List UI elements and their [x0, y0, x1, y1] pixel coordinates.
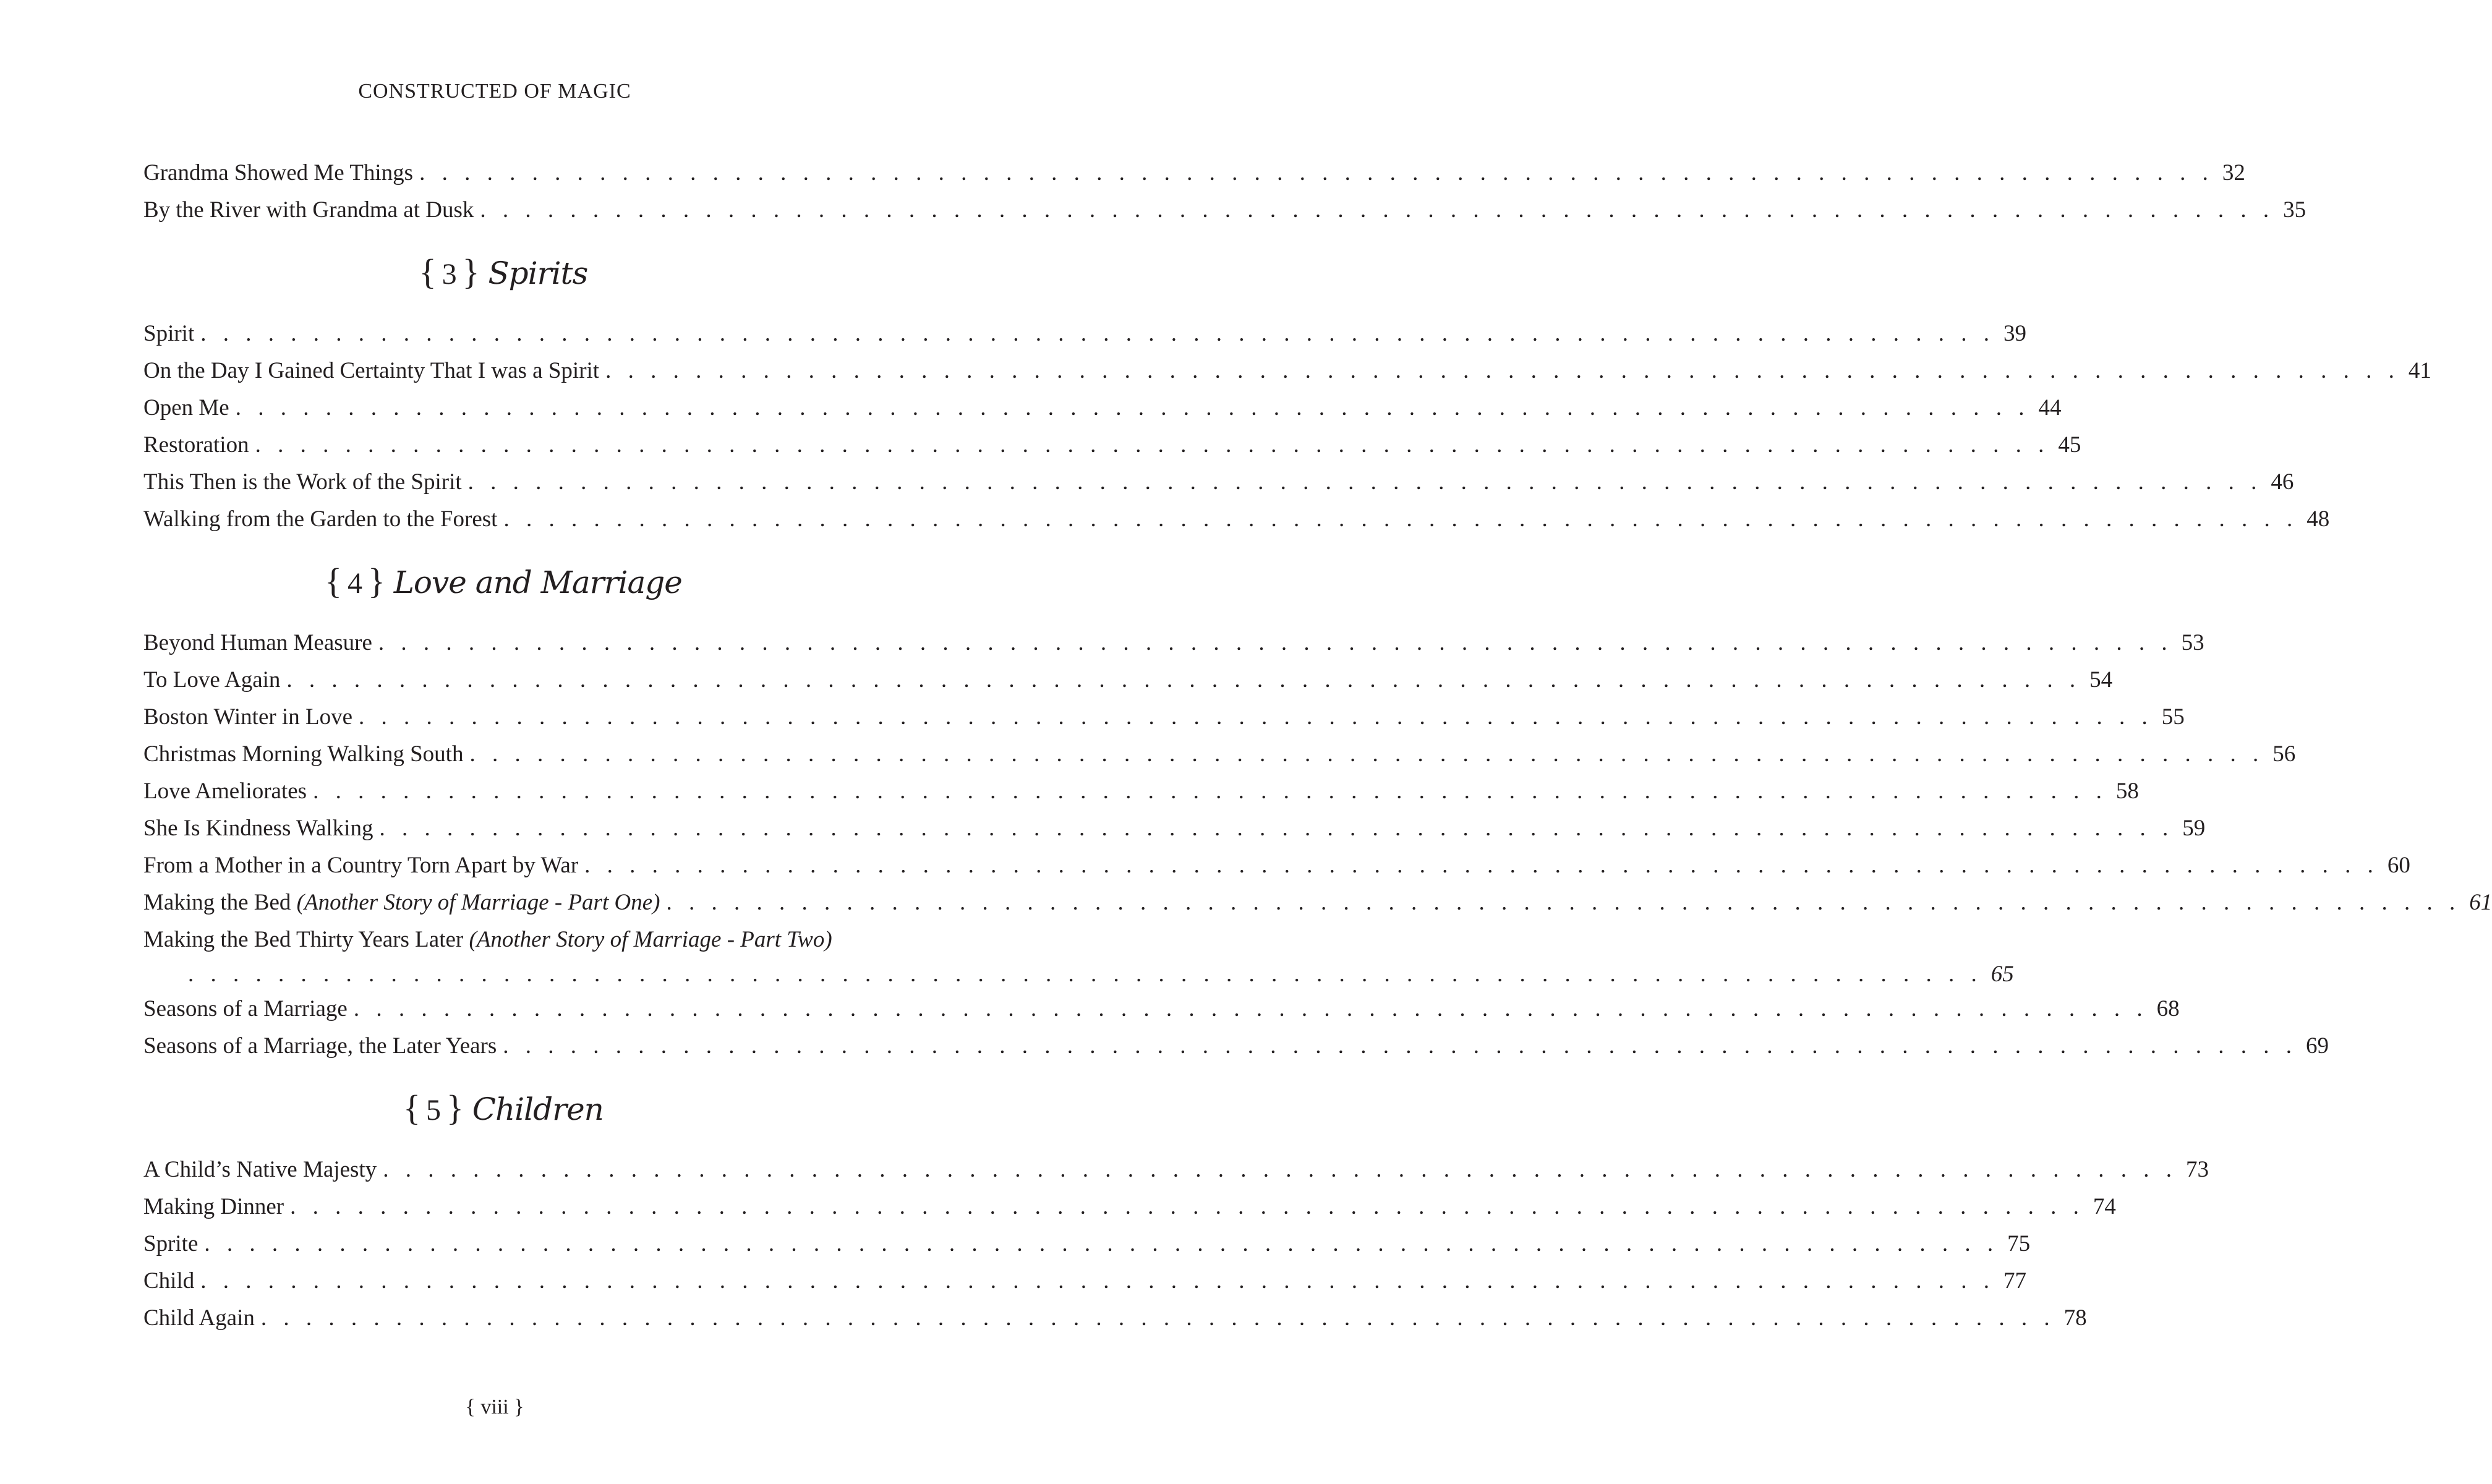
toc-entry-title: On the Day I Gained Certainty That I was a Spirit — [143, 358, 600, 383]
section-close-brace: } — [367, 561, 385, 601]
toc-entry-title: By the River with Grandma at Dusk — [143, 197, 474, 223]
toc-entry[interactable] — [143, 427, 2081, 464]
toc-entry[interactable] — [143, 662, 2113, 699]
dot-leader — [236, 390, 2030, 427]
toc-entry[interactable] — [143, 315, 2026, 352]
toc-entry-title: Open Me — [143, 395, 229, 420]
toc-entry[interactable] — [143, 192, 2306, 229]
toc-entry[interactable] — [143, 352, 2431, 390]
section-heading-love-and-marriage — [143, 538, 863, 625]
toc-entry-title: Making Dinner — [143, 1194, 284, 1219]
toc-entry[interactable] — [143, 736, 2296, 773]
toc-entry[interactable] — [143, 991, 2180, 1028]
table-of-contents — [143, 155, 2492, 1337]
section-close-brace: } — [462, 252, 479, 292]
dot-leader — [419, 155, 2214, 192]
section-heading-spirits — [143, 229, 863, 315]
section-open-brace: { — [403, 1088, 420, 1128]
toc-entry-page: 65 — [1991, 962, 2014, 987]
toc-entry-page: 39 — [2003, 321, 2026, 346]
section-heading-children — [143, 1065, 863, 1151]
toc-entry-title: To Love Again — [143, 667, 281, 693]
toc-entry-title: Spirit — [143, 321, 195, 346]
toc-entry-page: 32 — [2222, 160, 2245, 186]
toc-entry[interactable] — [143, 1263, 2026, 1300]
toc-entry-title: Child Again — [143, 1305, 255, 1331]
dot-leader — [359, 699, 2153, 736]
toc-entry-title: From a Mother in a Country Torn Apart by War — [143, 853, 579, 878]
toc-entry[interactable] — [143, 773, 2139, 810]
toc-entry[interactable] — [143, 1028, 2329, 1065]
dot-leader — [261, 1300, 2055, 1337]
toc-entry[interactable] — [143, 625, 2204, 662]
toc-entry-page: 77 — [2003, 1268, 2026, 1294]
dot-leader — [480, 192, 2274, 229]
toc-entry[interactable] — [143, 501, 2330, 538]
dot-leader — [200, 315, 1995, 352]
toc-entry-title: Sprite — [143, 1231, 198, 1256]
section-number: 5 — [425, 1094, 440, 1127]
toc-entry-page: 41 — [2408, 358, 2431, 383]
toc-entry-title: Seasons of a Marriage, the Later Years — [143, 1033, 497, 1059]
dot-leader — [290, 1188, 2084, 1226]
dot-leader — [354, 991, 2148, 1028]
running-head: CONSTRUCTED OF MAGIC — [358, 80, 631, 103]
section-name: Children — [472, 1091, 604, 1127]
toc-entry-title: Restoration — [143, 432, 249, 458]
dot-leader — [383, 1151, 2177, 1188]
dot-leader — [468, 464, 2263, 501]
toc-entry[interactable] — [143, 464, 2294, 501]
dot-leader — [188, 958, 1982, 991]
toc-entry-page: 61 — [2469, 890, 2492, 915]
toc-entry-continuation[interactable] — [143, 958, 2014, 991]
toc-entry[interactable] — [143, 1151, 2209, 1188]
section-open-brace: { — [325, 561, 341, 601]
toc-entry-page: 48 — [2306, 506, 2330, 532]
toc-entry[interactable] — [143, 699, 2185, 736]
toc-entry-page: 45 — [2058, 432, 2081, 458]
dot-leader — [379, 810, 2174, 847]
dot-leader — [605, 352, 2400, 390]
toc-entry-title: Walking from the Garden to the Forest — [143, 506, 498, 532]
section-name: Love and Marriage — [393, 565, 682, 600]
toc-entry-page: 60 — [2387, 853, 2410, 878]
toc-entry-title: Beyond Human Measure — [143, 630, 372, 655]
toc-entry-page: 69 — [2306, 1033, 2329, 1059]
toc-entry-title: She Is Kindness Walking — [143, 816, 373, 841]
toc-entry-page: 59 — [2182, 816, 2206, 841]
toc-entry-title — [143, 884, 660, 921]
dot-leader — [313, 773, 2107, 810]
toc-entry-title: Child — [143, 1268, 195, 1294]
dot-leader — [378, 625, 2173, 662]
toc-entry-page: 58 — [2115, 778, 2139, 804]
toc-entry-main-title: Making the Bed — [143, 890, 291, 915]
toc-entry-title: A Child’s Native Majesty — [143, 1157, 377, 1182]
toc-entry-title: Christmas Morning Walking South — [143, 741, 464, 767]
dot-leader — [469, 736, 2264, 773]
toc-entry-page: 46 — [2271, 469, 2294, 495]
toc-entry-page: 35 — [2283, 197, 2306, 223]
toc-entry-main-title: Making the Bed Thirty Years Later — [143, 927, 464, 952]
dot-leader — [503, 1028, 2297, 1065]
dot-leader — [204, 1226, 1999, 1263]
dot-leader — [200, 1263, 1995, 1300]
section-name: Spirits — [488, 255, 588, 291]
page-folio: { viii } — [465, 1396, 524, 1418]
toc-entry-title: Boston Winter in Love — [143, 704, 352, 730]
dot-leader — [255, 427, 2050, 464]
toc-entry[interactable] — [143, 847, 2410, 884]
dot-leader — [666, 884, 2460, 921]
toc-entry[interactable] — [143, 884, 2492, 921]
toc-entry[interactable] — [143, 1300, 2087, 1337]
toc-entry-page: 74 — [2093, 1194, 2116, 1219]
dot-leader — [584, 847, 2379, 884]
toc-entry-subtitle: (Another Story of Marriage - Part One) — [296, 890, 660, 915]
toc-entry-page: 68 — [2156, 996, 2180, 1021]
dot-leader — [286, 662, 2081, 699]
toc-entry-page: 44 — [2038, 395, 2062, 420]
toc-entry-subtitle: (Another Story of Marriage - Part Two) — [469, 927, 832, 952]
toc-entry-page: 75 — [2007, 1231, 2031, 1256]
toc-entry[interactable] — [143, 1188, 2116, 1226]
section-open-brace: { — [419, 252, 436, 292]
toc-entry-title: Seasons of a Marriage — [143, 996, 348, 1021]
toc-entry-title: Grandma Showed Me Things — [143, 160, 414, 186]
toc-entry-page: 54 — [2089, 667, 2113, 693]
toc-entry[interactable] — [143, 155, 2245, 192]
toc-entry[interactable] — [143, 921, 863, 958]
toc-entry-title: This Then is the Work of the Spirit — [143, 469, 462, 495]
toc-entry-page: 78 — [2063, 1305, 2087, 1331]
section-close-brace: } — [446, 1088, 463, 1128]
toc-entry-page: 53 — [2181, 630, 2204, 655]
toc-entry-page: 56 — [2272, 741, 2296, 767]
toc-entry[interactable] — [143, 1226, 2031, 1263]
toc-entry-page: 73 — [2185, 1157, 2209, 1182]
section-number: 3 — [442, 258, 456, 291]
toc-entry[interactable] — [143, 810, 2206, 847]
toc-entry[interactable] — [143, 390, 2062, 427]
section-number: 4 — [347, 567, 362, 600]
toc-entry-title: Love Ameliorates — [143, 778, 307, 804]
toc-entry-page: 55 — [2161, 704, 2185, 730]
dot-leader — [503, 501, 2298, 538]
